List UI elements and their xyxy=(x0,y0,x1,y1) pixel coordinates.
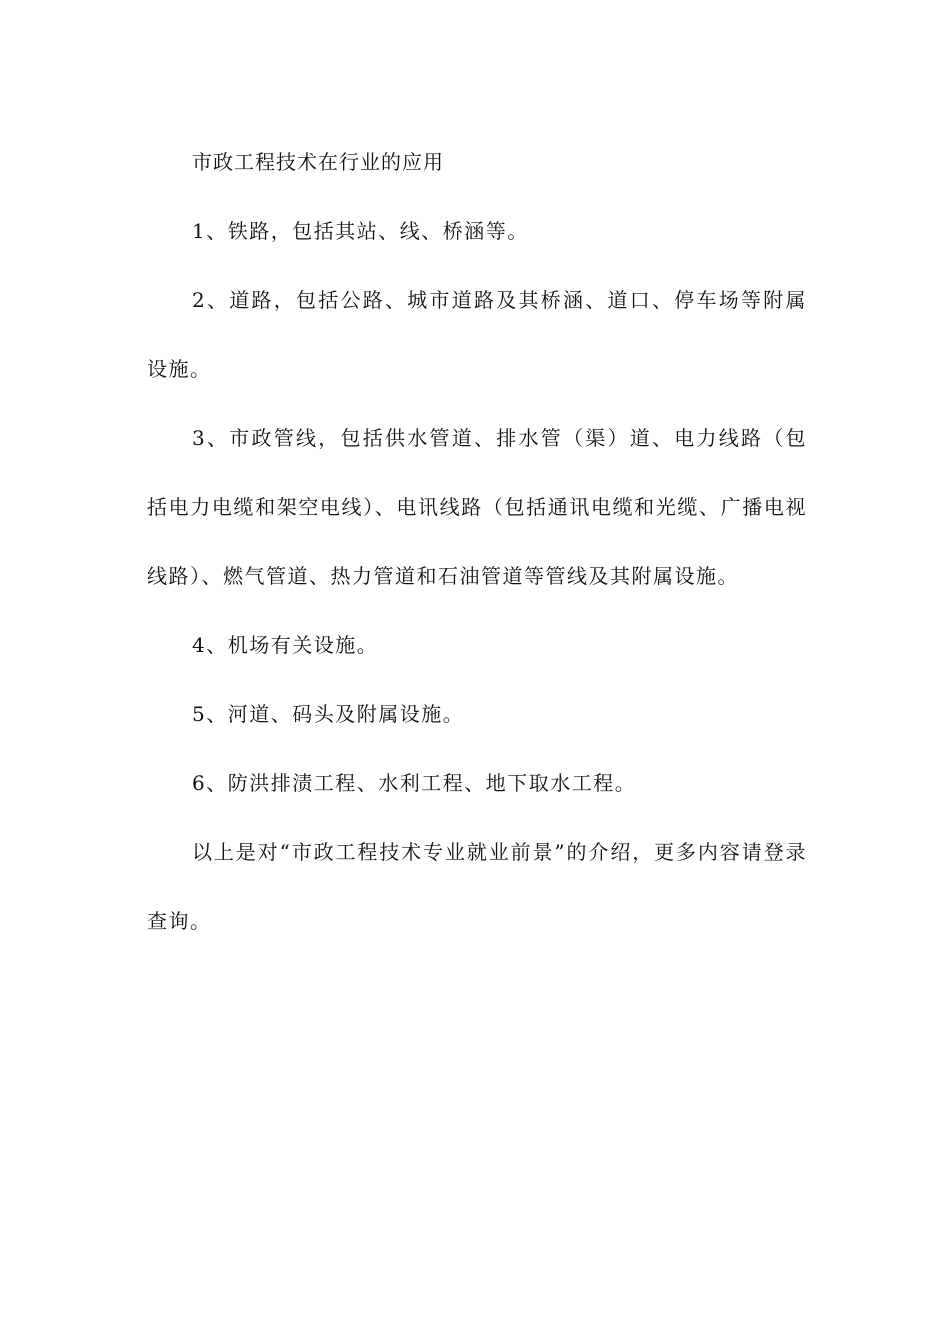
list-item-flood-control: 6、防洪排渍工程、水利工程、地下取水工程。 xyxy=(192,771,637,795)
list-item-pipelines: 3、市政管线，包括供水管道、排水管（渠）道、电力线路（包括电力电缆和架空电线）、电讯线路（包括通讯电缆和光缆、广播电视线路）、燃气管道、热力管道和石油管道等管线及其附属设施。 xyxy=(147,426,807,588)
document-body xyxy=(147,128,807,956)
closing-paragraph: 以上是对“市政工程技术专业就业前景”的介绍，更多内容请登录查询。 xyxy=(147,840,807,933)
list-item-waterways: 5、河道、码头及附属设施。 xyxy=(192,702,465,726)
list-item-airport: 4、机场有关设施。 xyxy=(192,633,379,657)
list-item-roads: 2、道路，包括公路、城市道路及其桥涵、道口、停车场等附属设施。 xyxy=(147,288,807,381)
list-item-railway: 1、铁路，包括其站、线、桥涵等。 xyxy=(192,219,529,243)
document-heading: 市政工程技术在行业的应用 xyxy=(192,150,444,174)
